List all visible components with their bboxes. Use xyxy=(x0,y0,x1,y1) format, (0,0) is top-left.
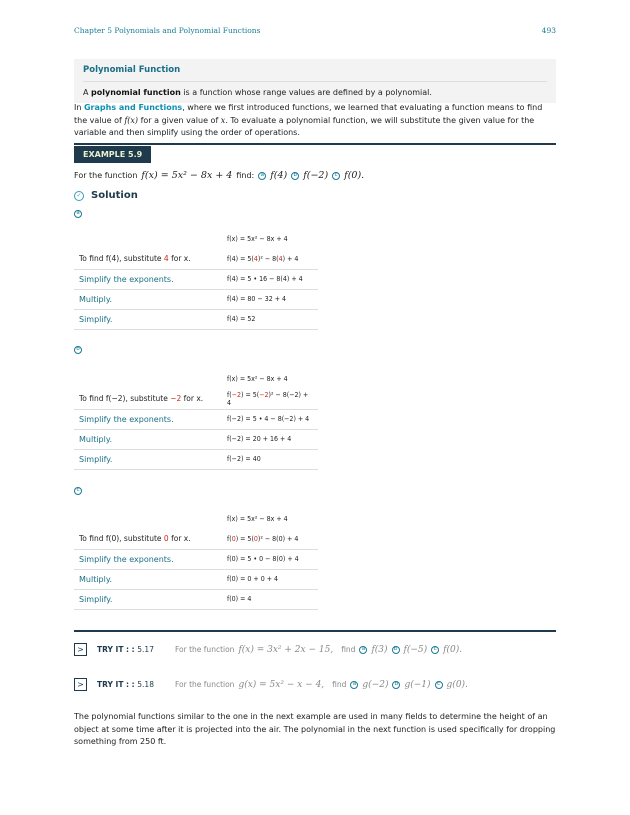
part-a-expr: g(−2) xyxy=(362,679,389,690)
sub-value: 0 xyxy=(231,534,236,543)
solution-toggle[interactable] xyxy=(74,190,138,201)
try-it-5-18 xyxy=(74,678,468,691)
part-c-marker: c xyxy=(431,646,439,654)
try-it-5-17 xyxy=(74,643,462,656)
sub-value: 0 xyxy=(253,534,258,543)
step-result: f(−2) = 20 + 16 + 4 xyxy=(222,429,318,449)
try-lead: For the function xyxy=(175,680,235,689)
table-row xyxy=(74,249,318,269)
step-text: for x. xyxy=(181,394,204,404)
step-result: f(4) = 52 xyxy=(222,309,318,329)
try-it-label xyxy=(97,645,175,654)
step-result: f(−2) = 5 • 4 − 8(−2) + 4 xyxy=(222,409,318,429)
sub-value: −2 xyxy=(231,390,241,399)
step-text: To find f(4), substitute xyxy=(79,254,164,264)
try-function: f(x) = 3x² + 2x − 15, xyxy=(238,644,334,655)
step-label: Simplify. xyxy=(74,589,222,609)
step-label: Simplify. xyxy=(74,449,222,469)
step-result: f(0) = 0 + 0 + 4 xyxy=(222,569,318,589)
step-text: for x. xyxy=(168,254,191,264)
result-text: f( xyxy=(227,534,232,543)
table-row xyxy=(74,449,318,469)
step-text: for x. xyxy=(168,534,191,544)
step-label: Multiply. xyxy=(74,569,222,589)
table-row xyxy=(74,409,318,429)
part-b-marker: b xyxy=(392,681,400,689)
step-label: Simplify the exponents. xyxy=(74,409,222,429)
step-header: f(x) = 5x² − 8x + 4 xyxy=(227,515,288,523)
definition-text xyxy=(83,82,547,97)
intro-text: . To evaluate a polynomial function, we will substitute the given value for the variable and then simplify using the order of operations. xyxy=(74,115,535,137)
closing-paragraph: The polynomial functions similar to the one in the next example are used in many fields to determine the height of an object at some time after it is projected into the air. The polynomial in the next function is used specifically for dropping something from 250 ft. xyxy=(74,712,556,746)
sub-value: 4 xyxy=(253,254,258,263)
graphs-and-functions-link[interactable]: Graphs and Functions xyxy=(83,103,183,112)
step-text: To find f(0), substitute xyxy=(79,534,164,544)
definition-title: Polynomial Function xyxy=(83,65,547,82)
part-c-expr: g(0). xyxy=(446,679,468,690)
intro-text: In xyxy=(74,103,84,112)
table-row xyxy=(74,269,318,289)
part-c-expr: f(0). xyxy=(443,644,463,655)
part-b-marker: b xyxy=(392,646,400,654)
part-a-marker: a xyxy=(258,172,266,180)
solution-label: Solution xyxy=(91,190,138,201)
part-a-marker: a xyxy=(350,681,358,689)
steps-table-a xyxy=(74,229,318,330)
try-number: 5.17 xyxy=(137,645,154,654)
check-icon: ✓ xyxy=(74,191,84,201)
try-find: find xyxy=(341,645,356,654)
table-row xyxy=(74,569,318,589)
sub-value: 0 xyxy=(163,534,169,544)
step-header: f(x) = 5x² − 8x + 4 xyxy=(227,375,288,383)
page-number: 493 xyxy=(541,26,556,35)
part-c-marker: c xyxy=(435,681,443,689)
part-b-marker: b xyxy=(291,172,299,180)
step-result: f(0) = 5 • 0 − 8(0) + 4 xyxy=(222,549,318,569)
table-row xyxy=(74,549,318,569)
chevron-right-icon[interactable]: > xyxy=(74,678,87,691)
example-badge: EXAMPLE 5.9 xyxy=(74,146,151,163)
table-row xyxy=(74,589,318,609)
step-label xyxy=(74,249,222,269)
definition-term: polynomial function xyxy=(91,88,181,97)
try-it-label xyxy=(97,680,175,689)
step-header: f(x) = 5x² − 8x + 4 xyxy=(227,235,288,243)
part-b-expr: g(−1) xyxy=(404,679,431,690)
part-a-marker: a xyxy=(359,646,367,654)
x-var: x xyxy=(220,115,226,125)
fx-math: f(x) xyxy=(124,115,139,125)
part-c-expr: f(0). xyxy=(344,170,365,181)
step-label: Simplify the exponents. xyxy=(74,549,222,569)
try-lead: For the function xyxy=(175,645,235,654)
table-row xyxy=(74,389,318,409)
step-label xyxy=(74,389,222,409)
part-c-marker: c xyxy=(332,172,340,180)
running-header xyxy=(74,26,556,35)
table-row xyxy=(74,369,318,389)
table-row xyxy=(74,309,318,329)
intro-paragraph xyxy=(74,102,556,140)
try-function: g(x) = 5x² − x − 4, xyxy=(238,679,325,690)
table-row xyxy=(74,429,318,449)
sub-value: −2 xyxy=(259,390,269,399)
sub-value: −2 xyxy=(170,394,182,404)
part-c-marker: c xyxy=(74,487,82,495)
result-text: f( xyxy=(227,390,232,399)
try-it-text xyxy=(175,645,462,655)
try-number: 5.18 xyxy=(137,680,154,689)
table-row xyxy=(74,289,318,309)
part-b-expr: f(−5) xyxy=(403,644,428,655)
result-text: ) = 5( xyxy=(235,534,254,543)
step-text: To find f(−2), substitute xyxy=(79,394,171,404)
try-label-text: TRY IT : : xyxy=(97,680,135,689)
step-result xyxy=(222,389,318,409)
table-row xyxy=(74,529,318,549)
part-b-expr: f(−2) xyxy=(303,170,329,181)
try-label-text: TRY IT : : xyxy=(97,645,135,654)
part-b-marker: b xyxy=(74,346,82,354)
sub-value: 4 xyxy=(163,254,169,264)
result-text: )² − 8(0) + 4 xyxy=(257,534,299,543)
example-statement xyxy=(74,170,364,181)
intro-text: , where we first introduced functions, we learned that evaluating a function means to find the value of xyxy=(74,103,543,125)
example-rule xyxy=(74,143,556,145)
step-label: Multiply. xyxy=(74,289,222,309)
result-text: ) + 4 xyxy=(282,254,299,263)
try-it-text xyxy=(175,680,468,690)
part-a-marker: a xyxy=(74,210,82,218)
step-result: f(−2) = 40 xyxy=(222,449,318,469)
result-text: )² − 8( xyxy=(257,254,279,263)
step-label: Simplify. xyxy=(74,309,222,329)
sub-value: 4 xyxy=(278,254,283,263)
try-it-rule xyxy=(74,630,556,632)
step-label: Multiply. xyxy=(74,429,222,449)
definition-rest: is a function whose range values are defined by a polynomial. xyxy=(180,88,432,97)
definition-lead: A xyxy=(83,88,92,97)
step-result: f(4) = 80 − 32 + 4 xyxy=(222,289,318,309)
step-result xyxy=(222,249,318,269)
example-function: f(x) = 5x² − 8x + 4 xyxy=(141,170,233,181)
example-find: find: xyxy=(236,171,255,180)
result-text: ) = 5( xyxy=(240,390,260,399)
part-a-expr: f(3) xyxy=(371,644,388,655)
part-a-expr: f(4) xyxy=(270,170,288,181)
intro-text: for a given value of xyxy=(138,115,221,125)
step-label: Simplify the exponents. xyxy=(74,269,222,289)
step-label xyxy=(74,529,222,549)
chevron-right-icon[interactable]: > xyxy=(74,643,87,656)
steps-table-b xyxy=(74,369,318,470)
result-text: )² − 8(−2) + 4 xyxy=(227,390,309,407)
table-row xyxy=(74,229,318,249)
example-lead: For the function xyxy=(74,171,138,180)
definition-box xyxy=(74,59,556,103)
step-result xyxy=(222,529,318,549)
result-text: f(4) = 5( xyxy=(227,254,254,263)
chapter-title: Chapter 5 Polynomials and Polynomial Functions xyxy=(74,26,261,35)
step-result: f(0) = 4 xyxy=(222,589,318,609)
try-find: find xyxy=(332,680,347,689)
step-result: f(4) = 5 • 16 − 8(4) + 4 xyxy=(222,269,318,289)
table-row xyxy=(74,509,318,529)
steps-table-c xyxy=(74,509,318,610)
